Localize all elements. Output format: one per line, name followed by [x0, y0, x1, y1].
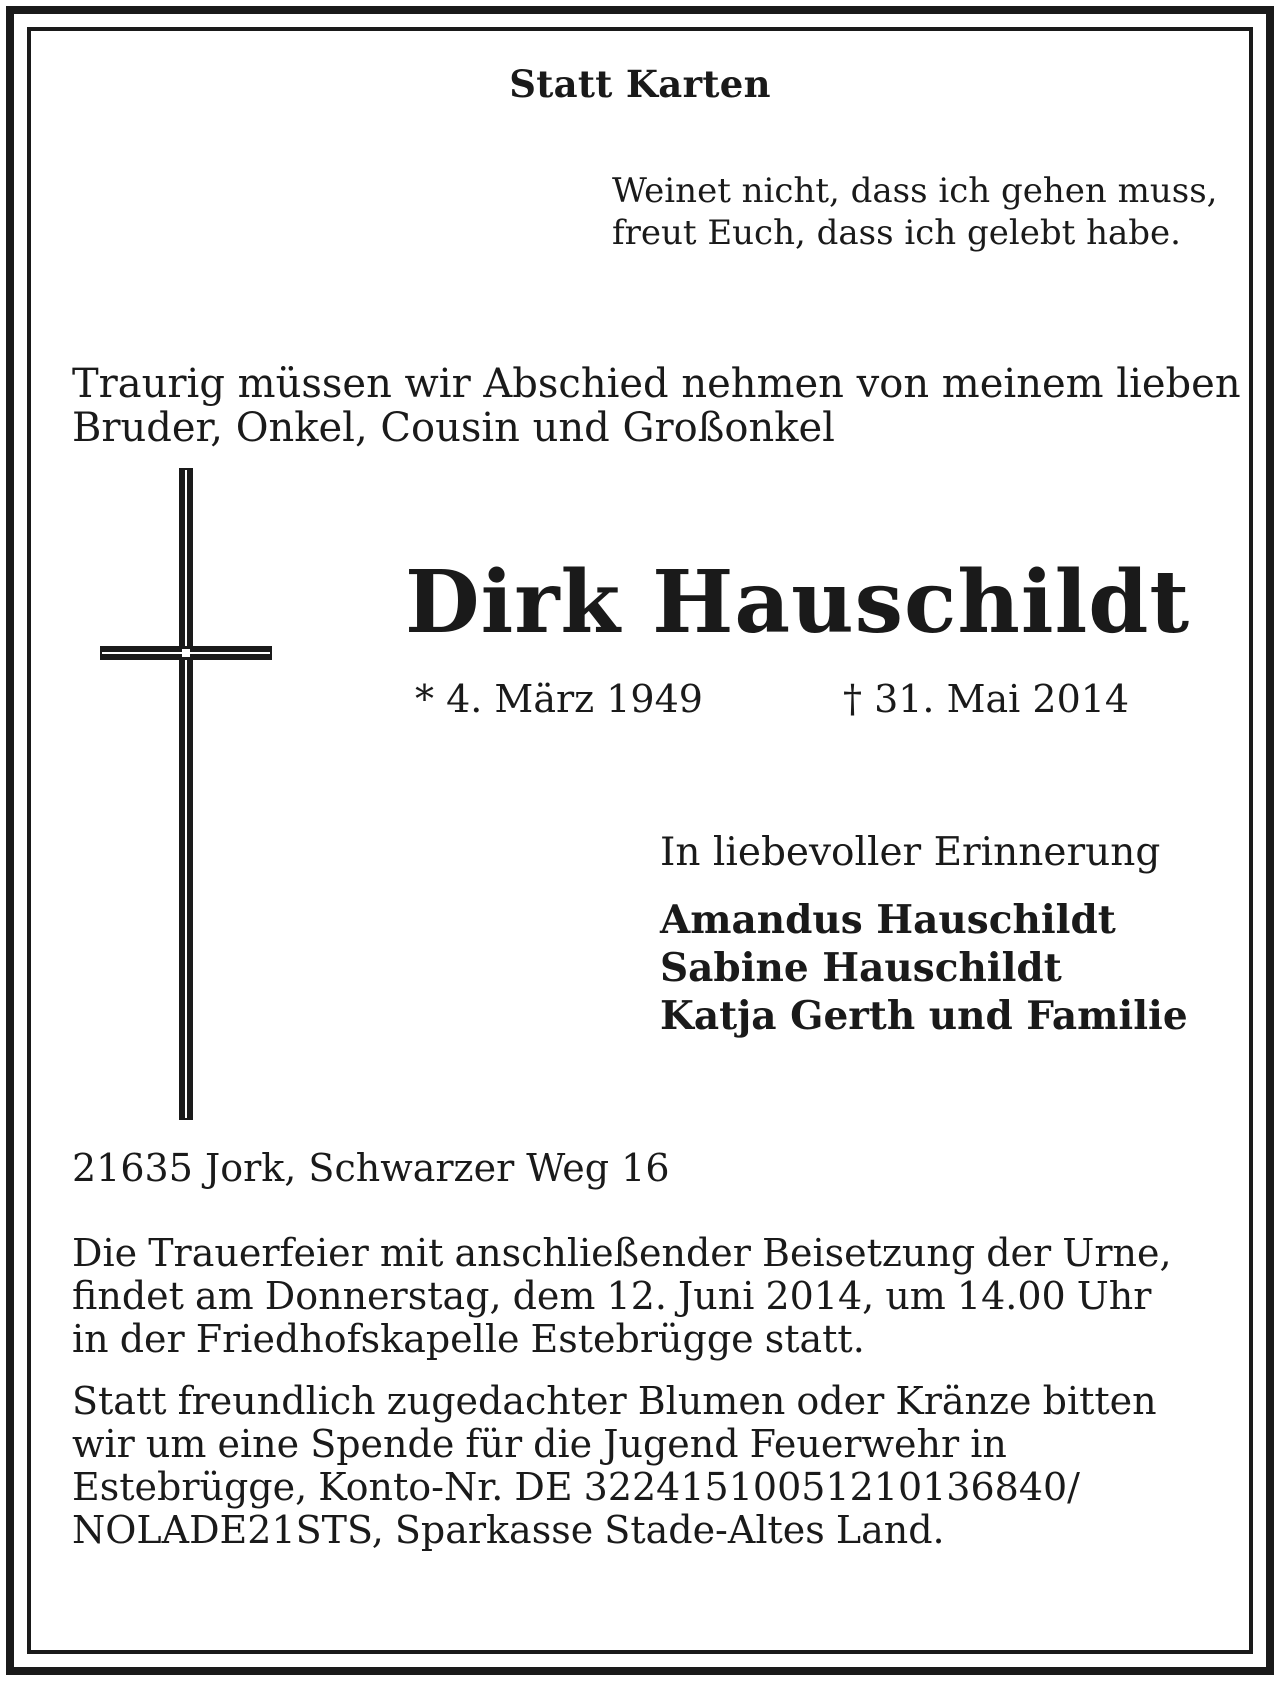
donation-line: Statt freundlich zugedachter Blumen oder Kränze bitten [72, 1379, 1157, 1423]
donation-line: wir um eine Spende für die Jugend Feuerwehr in [72, 1422, 1007, 1466]
motto-line: freut Euch, dass ich gelebt habe. [612, 213, 1181, 253]
birth-date: * 4. März 1949 [415, 677, 703, 721]
ceremony-info [72, 1232, 1210, 1361]
mourner-name: Katja Gerth und Familie [660, 993, 1188, 1039]
donation-line: Estebrügge, Konto-Nr. DE 32241510051210136840/ [72, 1465, 1080, 1509]
mourner-name: Sabine Hauschildt [660, 945, 1062, 991]
intro-line: Traurig müssen wir Abschied nehmen von meinem lieben [72, 361, 1241, 407]
notice-header: Statt Karten [509, 62, 771, 106]
mourners-list [660, 896, 1188, 1040]
intro-text [72, 362, 1241, 450]
ceremony-line: Die Trauerfeier mit anschließender Beisetzung der Urne, [72, 1231, 1172, 1275]
ceremony-line: in der Friedhofskapelle Estebrügge statt. [72, 1317, 865, 1361]
motto-line: Weinet nicht, dass ich gehen muss, [612, 171, 1218, 211]
ceremony-line: findet am Donnerstag, dem 12. Juni 2014, um 14.00 Uhr [72, 1274, 1152, 1318]
deceased-name: Dirk Hauschildt [405, 552, 1191, 653]
remembrance-line: In liebevoller Erinnerung [660, 830, 1161, 875]
cross-icon [100, 468, 272, 1120]
address: 21635 Jork, Schwarzer Weg 16 [72, 1146, 670, 1190]
motto-quote [612, 170, 1217, 254]
donation-line: NOLADE21STS, Sparkasse Stade-Altes Land. [72, 1508, 945, 1552]
mourner-name: Amandus Hauschildt [660, 897, 1116, 943]
intro-line: Bruder, Onkel, Cousin und Großonkel [72, 405, 835, 451]
death-date: † 31. Mai 2014 [843, 677, 1130, 721]
donation-info [72, 1380, 1210, 1552]
